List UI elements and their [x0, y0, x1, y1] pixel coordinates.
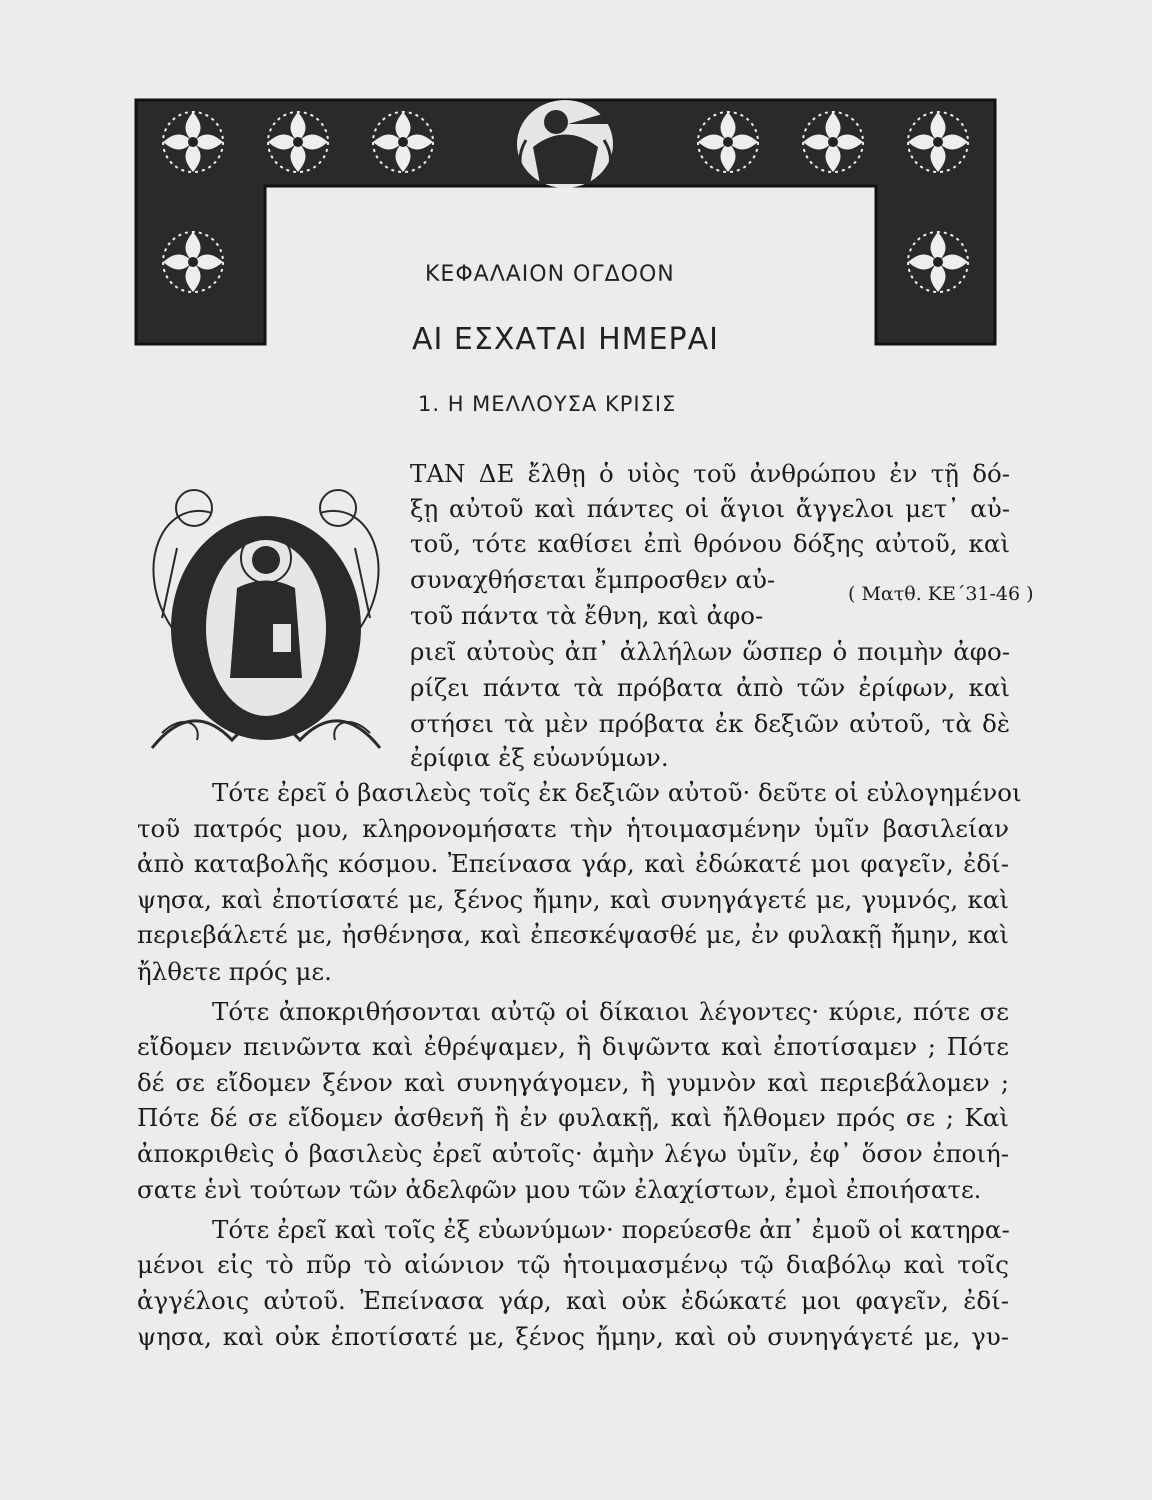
text-line: Τότε ἀποκριθήσονται αὐτῷ οἱ δίκαιοι λέγοντες· κύριε, πότε σε	[212, 997, 1009, 1026]
text-line: ἀπὸ καταβολῆς κόσμου. Ἐπείνασα γάρ, καὶ ἐδώκατέ μοι φαγεῖν, ἐδί-	[137, 849, 1009, 878]
chapter-title: ΑΙ ΕΣΧΑΤΑΙ ΗΜΕΡΑΙ	[412, 322, 719, 357]
text-line: μένοι εἰς τὸ πῦρ τὸ αἰώνιον τῷ ἡτοιμασμένῳ τῷ διαβόλῳ καὶ τοῖς	[137, 1250, 1009, 1279]
chapter-heading: ΚΕΦΑΛΑΙΟΝ ΟΓΔΟΟΝ	[425, 262, 675, 287]
text-line: δέ σε εἴδομεν ξένον καὶ συνηγάγομεν, ἢ γυμνὸν καὶ περιεβάλομεν ;	[137, 1068, 1009, 1097]
text-line: ψησα, καὶ οὐκ ἐποτίσατέ με, ξένος ἤμην, καὶ οὐ συνηγάγετέ με, γυ-	[137, 1322, 1009, 1351]
text-line: σατε ἑνὶ τούτων τῶν ἀδελφῶν μου τῶν ἐλαχίστων, ἐμοὶ ἐποιήσατε.	[137, 1175, 982, 1204]
text-line: τοῦ πάντα τὰ ἔθνη, καὶ ἀφο-	[410, 601, 764, 630]
text-line: Τότε ἐρεῖ καὶ τοῖς ἐξ εὐωνύμων· πορεύεσθε ἀπ᾿ ἐμοῦ οἱ κατηρα-	[212, 1215, 1010, 1244]
text-line: ψησα, καὶ ἐποτίσατέ με, ξένος ἤμην, καὶ συνηγάγετέ με, γυμνός, καὶ	[137, 885, 1009, 914]
text-line: Πότε δέ σε εἴδομεν ἀσθενῆ ἢ ἐν φυλακῇ, καὶ ἤλθομεν πρός σε ; Καὶ	[137, 1103, 1009, 1132]
section-title: 1. Η ΜΕΛΛΟΥΣΑ ΚΡΙΣΙΣ	[418, 392, 677, 416]
text-line: συναχθήσεται ἔμπροσθεν αὐ-	[410, 565, 776, 594]
text-line: ἐρίφια ἐξ εὐωνύμων.	[410, 743, 669, 772]
text-line: ἤλθετε πρός με.	[137, 957, 332, 986]
text-line: ξῃ αὐτοῦ καὶ πάντες οἱ ἅγιοι ἄγγελοι μετ᾿ αὐ-	[410, 494, 1010, 523]
text-line: τοῦ, τότε καθίσει ἐπὶ θρόνου δόξης αὐτοῦ, καὶ	[410, 529, 1010, 558]
illuminated-initial-o-icon	[142, 478, 390, 760]
text-line: περιεβάλετέ με, ἠσθένησα, καὶ ἐπεσκέψασθέ με, ἐν φυλακῇ ἤμην, καὶ	[137, 920, 1009, 949]
text-line: στήσει τὰ μὲν πρόβατα ἐκ δεξιῶν αὐτοῦ, τὰ δὲ	[410, 709, 1010, 738]
scripture-reference: ( Ματθ. ΚΕ΄31-46 )	[848, 583, 1034, 605]
text-line: ἀγγέλοις αὐτοῦ. Ἐπείνασα γάρ, καὶ οὐκ ἐδώκατέ μοι φαγεῖν, ἐδί-	[137, 1286, 1009, 1315]
text-line: ΤΑΝ ΔΕ ἔλθῃ ὁ υἱὸς τοῦ ἀνθρώπου ἐν τῇ δό-	[410, 459, 1010, 488]
text-line: ρίζει πάντα τὰ πρόβατα ἀπὸ τῶν ἐρίφων, καὶ	[410, 673, 1010, 702]
ornamental-headpiece	[128, 92, 1003, 354]
text-line: ριεῖ αὐτοὺς ἀπ᾿ ἀλλήλων ὥσπερ ὁ ποιμὴν ἀφο-	[410, 637, 1010, 666]
text-line: Τότε ἐρεῖ ὁ βασιλεὺς τοῖς ἐκ δεξιῶν αὐτοῦ· δεῦτε οἱ εὐλογημένοι	[212, 778, 1022, 807]
text-line: τοῦ πατρός μου, κληρονομήσατε τὴν ἡτοιμασμένην ὑμῖν βασιλείαν	[137, 814, 1009, 843]
text-line: ἀποκριθεὶς ὁ βασιλεὺς ἐρεῖ αὐτοῖς· ἀμὴν λέγω ὑμῖν, ἐφ᾿ ὅσον ἐποιή-	[137, 1139, 1009, 1168]
text-line: εἴδομεν πεινῶντα καὶ ἐθρέψαμεν, ἢ διψῶντα καὶ ἐποτίσαμεν ; Πότε	[137, 1032, 1009, 1061]
